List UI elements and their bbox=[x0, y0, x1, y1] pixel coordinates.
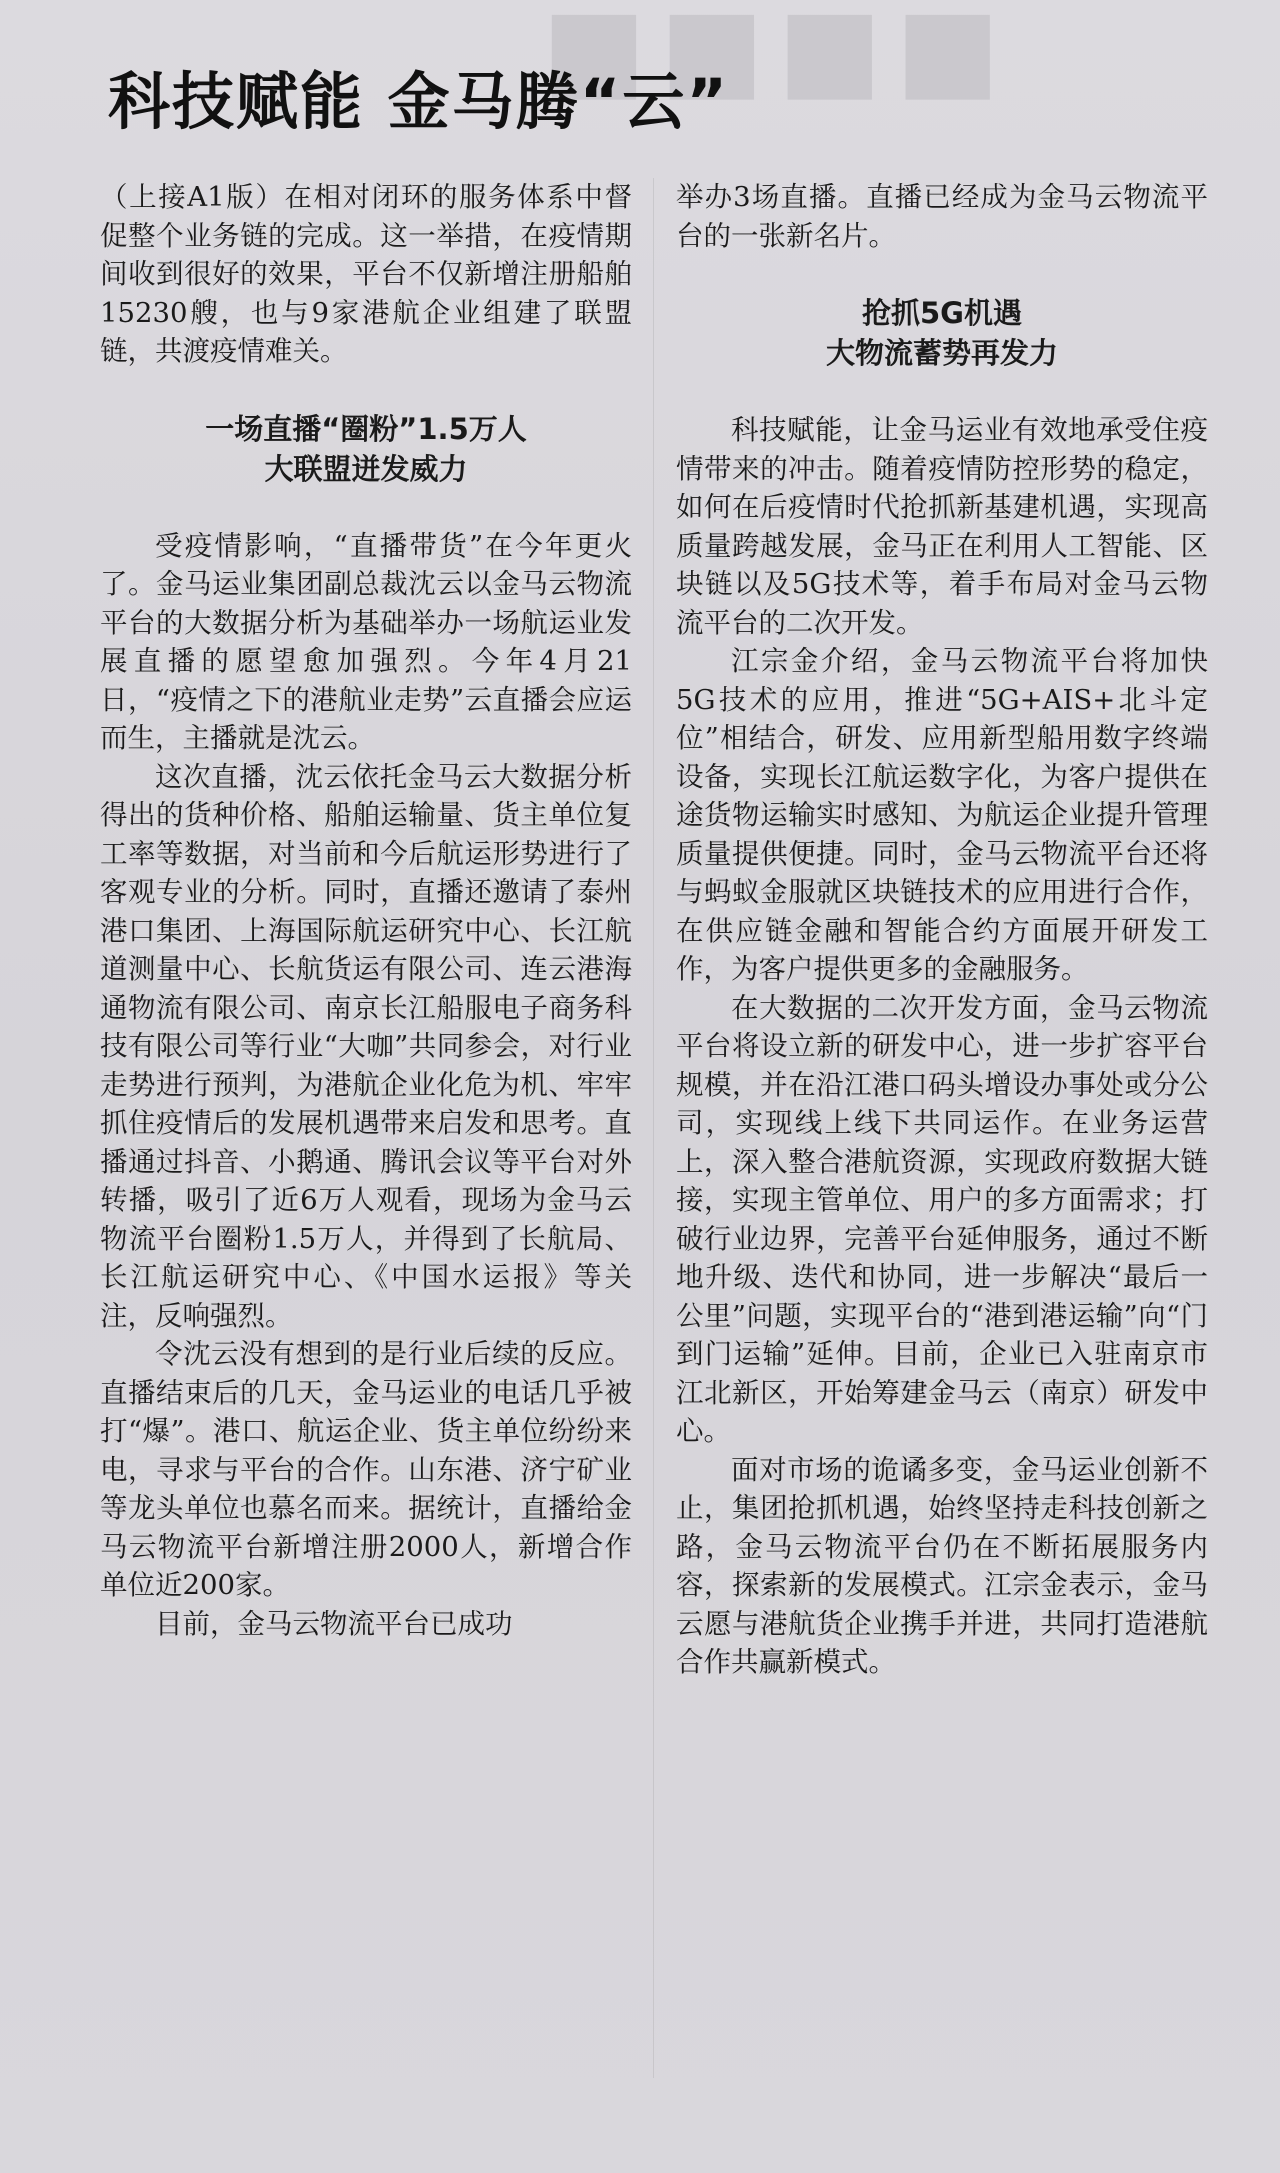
section1-paragraph-3: 令沈云没有想到的是行业后续的反应。直播结束后的几天，金马运业的电话几乎被打“爆”。港口、航运企业、货主单位纷纷来电，寻求与平台的合作。山东港、济宁矿业等龙头单位也慕名而来。据统计，直播给金马云物流平台新增注册2000人，新增合作单位近200家。 bbox=[100, 1338, 632, 1601]
section2-paragraph-2: 江宗金介绍，金马云物流平台将加快5G技术的应用，推进“5G+AIS+北斗定位”相结合，研发、应用新型船用数字终端设备，实现长江航运数字化，为客户提供在途货物运输实时感知、为航运企业提升管理质量提供便捷。同时，金马云物流平台还将与蚂蚁金服就区块链技术的应用进行合作，在供应链金融和智能合约方面展开研发工作，为客户提供更多的金融服务。 bbox=[676, 645, 1208, 985]
section2-title-line2: 大物流蓄势再发力 bbox=[825, 336, 1058, 370]
section1-title-line2: 大联盟迸发威力 bbox=[264, 451, 468, 486]
lead-paragraph: （上接A1版）在相对闭环的服务体系中督促整个业务链的完成。这一举措，在疫情期间收到很好的效果，平台不仅新增注册船舶15230艘，也与9家港航企业组建了联盟链，共渡疫情难关。 bbox=[100, 181, 632, 367]
section2-title-line1: 抢抓5G机遇 bbox=[862, 296, 1022, 330]
column-divider bbox=[653, 178, 654, 2078]
bleed-through-text: ◼◼◼◼ bbox=[540, 0, 1012, 122]
section2-subheading bbox=[676, 293, 1208, 373]
section2-paragraph-3: 在大数据的二次开发方面，金马云物流平台将设立新的研发中心，进一步扩容平台规模，并在沿江港口码头增设办事处或分公司，实现线上线下共同运作。在业务运营上，深入整合港航资源，实现政府数据大链接，实现主管单位、用户的多方面需求；打破行业边界，完善平台延伸服务，通过不断地升级、迭代和协同，进一步解决“最后一公里”问题，实现平台的“港到港运输”向“门到门运输”延伸。目前，企业已入驻南京市江北新区，开始筹建金马云（南京）研发中心。 bbox=[676, 991, 1208, 1447]
section1-paragraph-4: 目前，金马云物流平台已成功 bbox=[155, 1607, 513, 1640]
article-headline: 科技赋能 金马腾“云” bbox=[108, 65, 730, 138]
section1-paragraph-1: 受疫情影响，“直播带货”在今年更火了。金马运业集团副总裁沈云以金马云物流平台的大数据分析为基础举办一场航运业发展直播的愿望愈加强烈。今年4月21日，“疫情之下的港航业走势”云直播会应运而生，主播就是沈云。 bbox=[100, 529, 632, 754]
left-column bbox=[100, 178, 632, 1643]
section1-title-line1: 一场直播“圈粉”1.5万人 bbox=[205, 411, 527, 446]
right-column bbox=[676, 178, 1208, 1682]
section1-paragraph-2: 这次直播，沈云依托金马云大数据分析得出的货种价格、船舶运输量、货主单位复工率等数据，对当前和今后航运形势进行了客观专业的分析。同时，直播还邀请了泰州港口集团、上海国际航运研究中心、长江航道测量中心、长航货运有限公司、连云港海通物流有限公司、南京长江船服电子商务科技有限公司等行业“大咖”共同参会，对行业走势进行预判，为港航企业化危为机、牢牢抓住疫情后的发展机遇带来启发和思考。直播通过抖音、小鹅通、腾讯会议等平台对外转播，吸引了近6万人观看，现场为金马云物流平台圈粉1.5万人，并得到了长航局、长江航运研究中心、《中国水运报》等关注，反响强烈。 bbox=[100, 760, 632, 1332]
section2-paragraph-4: 面对市场的诡谲多变，金马运业创新不止，集团抢抓机遇，始终坚持走科技创新之路，金马云物流平台仍在不断拓展服务内容，探索新的发展模式。江宗金表示，金马云愿与港航货企业携手并进，共同打造港航合作共赢新模式。 bbox=[676, 1453, 1208, 1678]
section1-subheading bbox=[100, 409, 632, 489]
section2-paragraph-1: 科技赋能，让金马运业有效地承受住疫情带来的冲击。随着疫情防控形势的稳定，如何在后疫情时代抢抓新基建机遇，实现高质量跨越发展，金马正在利用人工智能、区块链以及5G技术等，着手布局对金马云物流平台的二次开发。 bbox=[676, 414, 1208, 639]
continuation-paragraph: 举办3场直播。直播已经成为金马云物流平台的一张新名片。 bbox=[676, 181, 1208, 252]
